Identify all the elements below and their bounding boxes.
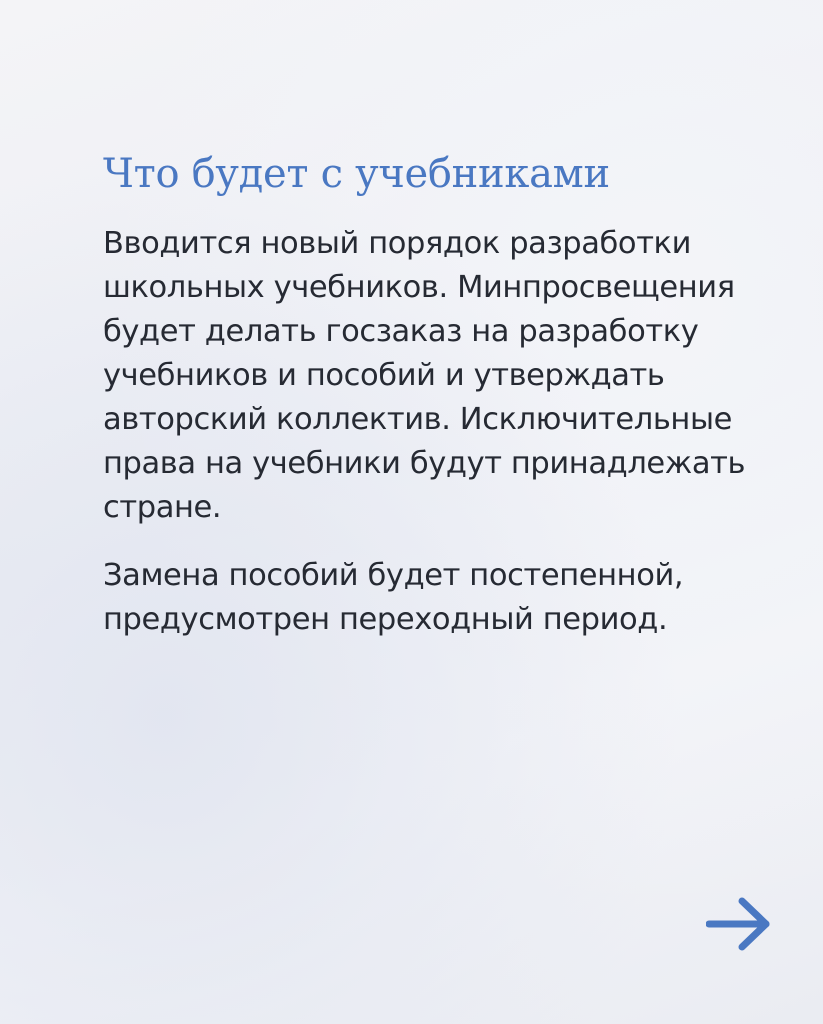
slide-content — [103, 148, 793, 666]
slide-title: Что будет с учебниками — [103, 151, 610, 197]
arrow-right-icon — [706, 896, 772, 952]
body-paragraph-1: Вводится новый порядок разработки школьных учебников. Минпросвещения будет делать госзаказ на разработку учебников и пособий и утверждать авторский коллектив. Исключительные права на учебники будут принадлежать стране. — [103, 226, 746, 525]
next-arrow-button[interactable] — [706, 896, 772, 952]
body-paragraph-2: Замена пособий будет постепенной, предусмотрен переходный период. — [103, 558, 684, 637]
